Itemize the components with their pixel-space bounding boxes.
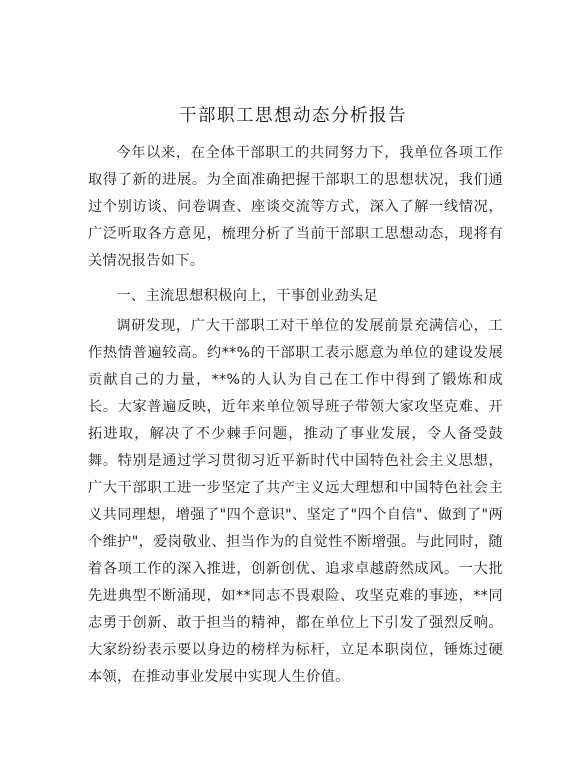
document-title: 干部职工思想动态分析报告 [179,106,407,126]
intro-paragraph: 今年以来，在全体干部职工的共同努力下，我单位各项工作取得了新的进展。为全面准确把握干部职工的思想状况，我们通过个别访谈、问卷调查、座谈交流等方式，深入了解一线情况，广泛听取各方意见，梳理分析了当前干部职工思想动态，现将有关情况报告如下。 [88,145,503,269]
section-heading: 一、主流思想积极向上，干事创业劲头足 [116,288,379,304]
body-paragraph: 调研发现，广大干部职工对干单位的发展前景充满信心，工作热情普遍较高。约**%的干部职工表示愿意为单位的建设发展贡献自己的力量，**%的人认为自己在工作中得到了锻炼和成长。大家普遍反映，近年来单位领导班子带领大家攻坚克难、开拓进取，解决了不少棘手问题，推动了事业发展，令人备受鼓舞。特别是通过学习贯彻习近平新时代中国特色社会主义思想，广大干部职工进一步坚定了共产主义远大理想和中国特色社会主义共同理想，增强了"四个意识"、坚定了"四个自信"、做到了"两个维护"，爱岗敬业、担当作为的自觉性不断增强。与此同时，随着各项工作的深入推进，创新创优、追求卓越蔚然成风。一大批先进典型不断涌现，如**同志不畏艰险、攻坚克难的事迹，**同志勇于创新、敢于担当的精神，都在单位上下引发了强烈反响。大家纷纷表示要以身边的榜样为标杆，立足本职岗位，锤炼过硬本领，在推动事业发展中实现人生价值。 [88,318,503,685]
